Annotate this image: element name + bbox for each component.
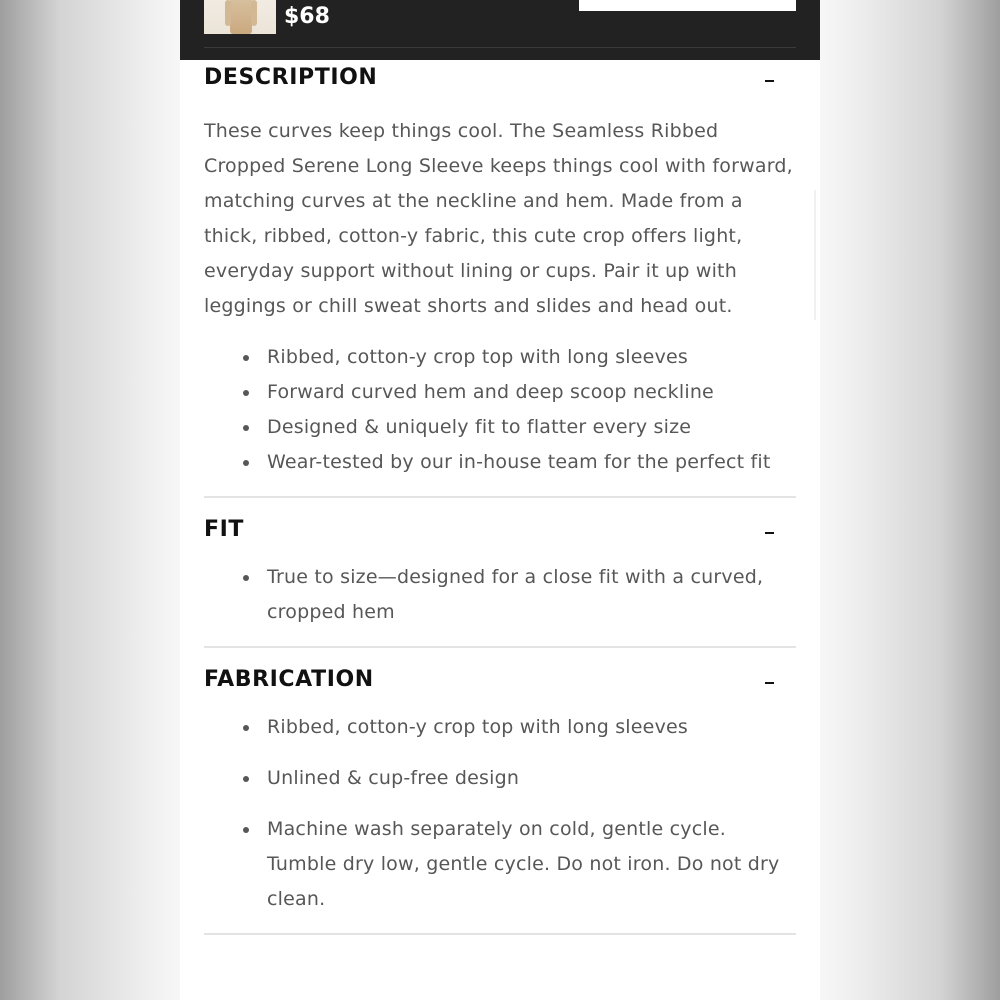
- product-thumbnail[interactable]: [204, 0, 276, 34]
- collapse-minus-icon[interactable]: [765, 682, 774, 684]
- fit-bullet-list: [204, 560, 796, 646]
- product-details-accordion: [204, 60, 796, 935]
- fit-section: [204, 512, 796, 648]
- bullet-icon: [243, 575, 249, 581]
- description-header[interactable]: [204, 60, 796, 96]
- fabrication-bullet-list: [204, 710, 796, 933]
- description-section: [204, 60, 796, 498]
- fabrication-title: FABRICATION: [204, 667, 374, 692]
- list-item-text: Unlined & cup-free design: [267, 767, 520, 789]
- list-item-text: Ribbed, cotton-y crop top with long sleeves: [267, 716, 688, 738]
- list-item-text: True to size—designed for a close fit with a curved, cropped hem: [267, 566, 764, 623]
- collapse-minus-icon[interactable]: [765, 532, 774, 534]
- bullet-icon: [243, 390, 249, 396]
- bullet-icon: [243, 827, 249, 833]
- bullet-icon: [243, 776, 249, 782]
- sticky-add-to-bag-bar: [180, 0, 820, 60]
- fabrication-section: [204, 662, 796, 935]
- list-item: [267, 761, 796, 796]
- product-model-image: [230, 0, 252, 34]
- list-item-text: Machine wash separately on cold, gentle cycle. Tumble dry low, gentle cycle. Do not iron. Do not dry clean.: [267, 818, 780, 910]
- list-item: [267, 445, 796, 480]
- list-item-text: Forward curved hem and deep scoop neckline: [267, 381, 714, 403]
- fit-header[interactable]: [204, 512, 796, 548]
- fabrication-header[interactable]: [204, 662, 796, 698]
- list-item-text: Wear-tested by our in-house team for the perfect fit: [267, 451, 771, 473]
- list-item: [267, 340, 796, 375]
- list-item-text: Designed & uniquely fit to flatter every size: [267, 416, 692, 438]
- list-item: [267, 375, 796, 410]
- bullet-icon: [243, 460, 249, 466]
- collapse-minus-icon[interactable]: [765, 80, 774, 82]
- description-text: These curves keep things cool. The Seamless Ribbed Cropped Serene Long Sleeve keeps things cool with forward, matching curves at the neckline and hem. Made from a thick, ribbed, cotton-y fabric, this cute crop offers light, everyday support without lining or cups. Pair it up with leggings or chill sweat shorts and slides and head out.: [204, 120, 793, 317]
- description-title: DESCRIPTION: [204, 65, 378, 90]
- list-item: [267, 410, 796, 445]
- fit-title: FIT: [204, 517, 245, 542]
- bullet-icon: [243, 355, 249, 361]
- list-item: [267, 710, 796, 745]
- bullet-icon: [243, 425, 249, 431]
- list-item: [267, 812, 796, 917]
- product-price: $68: [284, 4, 330, 29]
- product-page: [180, 0, 820, 1000]
- scrollbar[interactable]: [814, 190, 816, 320]
- divider: [204, 47, 796, 48]
- bullet-icon: [243, 725, 249, 731]
- list-item-text: Ribbed, cotton-y crop top with long sleeves: [267, 346, 688, 368]
- list-item: [267, 560, 796, 630]
- add-to-bag-button[interactable]: [579, 0, 796, 11]
- description-bullet-list: [204, 340, 796, 496]
